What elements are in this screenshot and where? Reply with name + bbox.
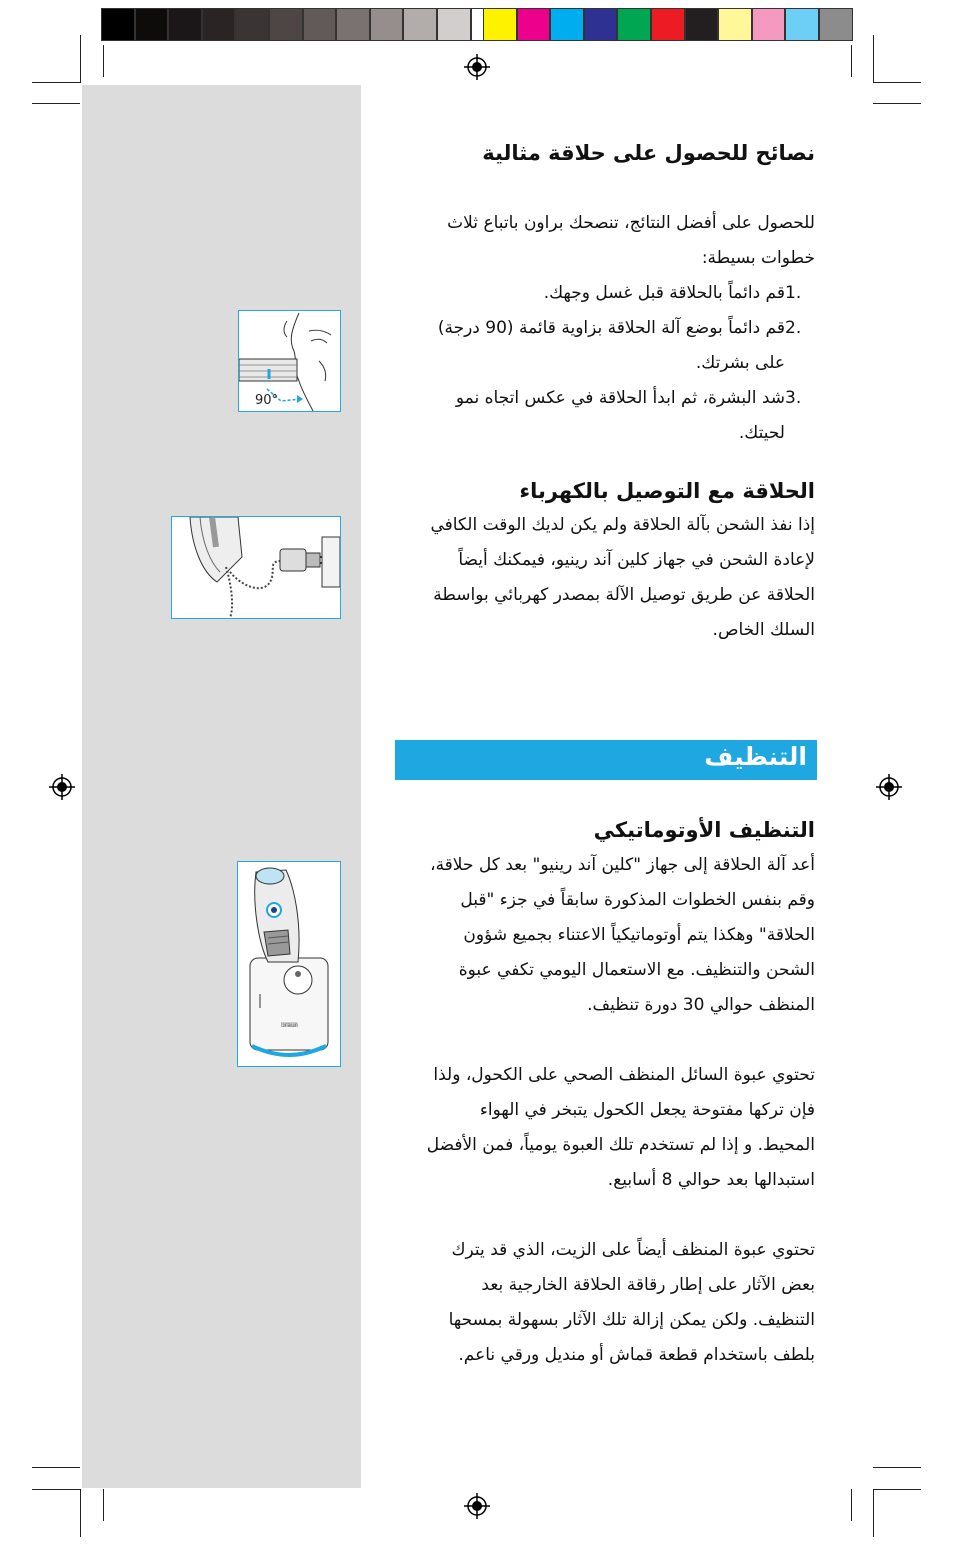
- gray-swatch: [303, 8, 337, 41]
- color-swatch: [718, 8, 752, 41]
- angle-label: 90°: [255, 393, 279, 408]
- color-swatch: [550, 8, 584, 41]
- color-swatch: [785, 8, 819, 41]
- color-swatch: [617, 8, 651, 41]
- paragraph-2: تحتوي عبوة السائل المنظف الصحي على الكحول، ولذا فإن تركها مفتوحة يجعل الكحول يتبخر في الهواء المحيط. و إذا لم تستخدم تلك العبوة يومياً، فمن الأفضل استبدالها بعد حوالي 8 أسابيع.: [426, 1065, 815, 1190]
- color-swatch: [584, 8, 618, 41]
- section-shaving-tips: [395, 136, 815, 451]
- color-swatch: [483, 8, 517, 41]
- cleaning-banner: [395, 740, 817, 780]
- gray-swatch: [269, 8, 303, 41]
- gray-swatch: [101, 8, 135, 41]
- registration-mark-top: [464, 54, 490, 80]
- gray-swatch: [437, 8, 471, 41]
- gray-swatch: [135, 8, 169, 41]
- gray-swatch: [202, 8, 236, 41]
- cleaning-station-illustration: [238, 862, 340, 1066]
- registration-mark-right: [876, 774, 902, 800]
- list-item: 3. شد البشرة، ثم ابدأ الحلاقة في عكس اتجاه نمو لحيتك.: [455, 388, 802, 443]
- paragraph-1: أعد آلة الحلاقة إلى جهاز "كلين آند رينيو" بعد كل حلاقة، وقم بنفس الخطوات المذكورة سابقاً في جزء "قبل الحلاقة" وهكذا يتم أوتوماتيكياً الاعتناء بجميع شؤون الشحن والتنظيف. مع الاستعمال اليومي تكفي عبوة المنظف حوالي 30 دورة تنظيف.: [430, 855, 815, 1015]
- brand-label: braun: [281, 1022, 299, 1029]
- steps-list: [395, 276, 815, 451]
- shaver-cord-illustration: [172, 517, 340, 618]
- list-item: 2. قم دائماً بوضع آلة الحلاقة بزاوية قائمة (90 درجة) على بشرتك.: [437, 318, 802, 373]
- registration-mark-left: [49, 774, 75, 800]
- gray-swatch: [336, 8, 370, 41]
- paragraph-3: تحتوي عبوة المنظف أيضاً على الزيت، الذي قد يترك بعض الآثار على إطار رقاقة الحلاقة الخارجية بعد التنظيف. ولكن يمكن إزالة تلك الآثار بسهولة بمسحها بلطف باستخدام قطعة قماش أو منديل ورقي ناعم.: [448, 1240, 815, 1365]
- section-heading: الحلاقة مع التوصيل بالكهرباء: [519, 479, 815, 503]
- list-item: 1. قم دائماً بالحلاقة قبل غسل وجهك.: [543, 283, 802, 303]
- color-swatch: [517, 8, 551, 41]
- gray-swatch: [235, 8, 269, 41]
- figure-shaving-angle: [238, 310, 341, 412]
- color-swatch: [651, 8, 685, 41]
- section-heading: التنظيف الأوتوماتيكي: [593, 818, 815, 842]
- figure-clean-renew-station: [237, 861, 341, 1067]
- section-heading: نصائح للحصول على حلاقة مثالية: [482, 141, 815, 165]
- intro-text: للحصول على أفضل النتائج، تنصحك براون باتباع ثلاث خطوات بسيطة:: [447, 213, 815, 268]
- section-shaving-plugged: [395, 474, 815, 648]
- gray-swatch: [370, 8, 404, 41]
- color-swatch: [752, 8, 786, 41]
- gray-swatch: [403, 8, 437, 41]
- section-automatic-cleaning: [395, 812, 815, 1373]
- color-swatch: [685, 8, 719, 41]
- banner-title: التنظيف: [704, 742, 807, 771]
- gray-swatch: [168, 8, 202, 41]
- figure-shaver-power-cord: [171, 516, 341, 619]
- sidebar-panel: [82, 85, 361, 1488]
- registration-mark-bottom: [464, 1493, 490, 1519]
- section-body: إذا نفذ الشحن بآلة الحلاقة ولم يكن لديك الوقت الكافي لإعادة الشحن في جهاز كلين آند رينيو، فيمكنك أيضاً الحلاقة عن طريق توصيل الآلة بمصدر كهربائي بواسطة السلك الخاص.: [430, 515, 815, 640]
- color-swatch: [819, 8, 853, 41]
